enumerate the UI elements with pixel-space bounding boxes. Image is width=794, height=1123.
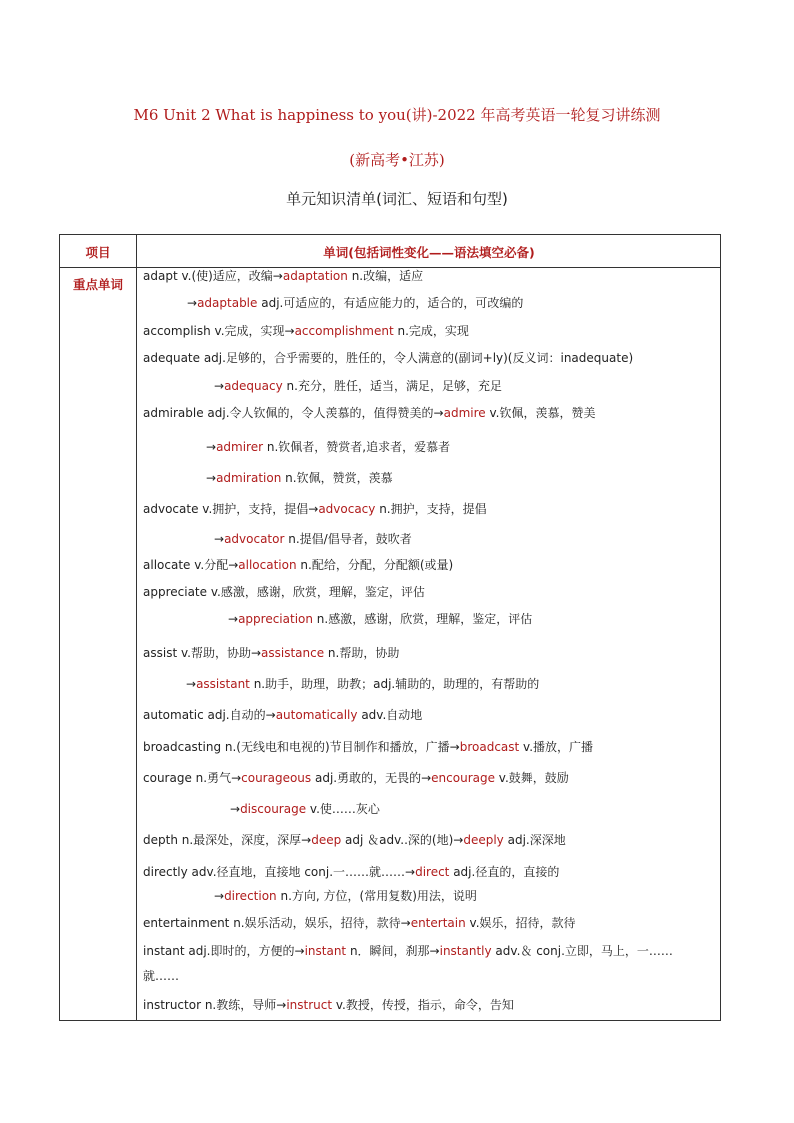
word-entry-line (214, 888, 477, 904)
word-entry-line (143, 864, 559, 880)
derived-word: broadcast (459, 740, 520, 754)
entry-text: → (186, 677, 197, 691)
entry-text: adv.＆ conj.立即，马上，一…… (491, 944, 673, 958)
word-entry-line (186, 676, 539, 692)
entry-text: instant adj.即时的，方便的→ (143, 944, 305, 958)
entry-text: v.钦佩，羡慕，赞美 (485, 406, 596, 420)
entry-text: → (214, 889, 225, 903)
word-entry-line (214, 378, 502, 394)
word-entry-line (143, 943, 673, 959)
word-entry-line (143, 915, 576, 931)
word-entry-line (143, 997, 514, 1013)
word-entry-line (143, 584, 425, 600)
entry-text: → (214, 532, 225, 546)
entry-text: → (206, 440, 217, 454)
entry-text: n.完成，实现 (393, 324, 469, 338)
entry-text: → (187, 296, 198, 310)
word-entry-line (228, 611, 532, 627)
entry-text: adj.径直的，直接的 (449, 865, 560, 879)
word-entry-line (206, 470, 393, 486)
entry-text: n.改编，适应 (347, 269, 424, 283)
word-entry-line (143, 501, 487, 517)
derived-word: advocator (224, 532, 285, 546)
entry-text: adv.自动地 (357, 708, 423, 722)
entry-text: accomplish v.完成，实现→ (143, 324, 295, 338)
entry-text: depth n.最深处，深度，深厚→ (143, 833, 312, 847)
derived-word: instantly (439, 944, 492, 958)
document-title: M6 Unit 2 What is happiness to you(讲)-2022 年高考英语一轮复习讲练测 (133, 106, 661, 124)
derived-word: allocation (238, 558, 297, 572)
entry-text: 就…… (143, 969, 180, 983)
word-entry-line (143, 557, 453, 573)
entry-text: entertainment n.娱乐活动，娱乐，招待，款待→ (143, 916, 411, 930)
word-entry-line (143, 707, 422, 723)
derived-word: adequacy (224, 379, 283, 393)
entry-text: adequate adj.足够的，合乎需要的，胜任的，令人满意的(副词+ly)(反义词：inadequate) (143, 351, 634, 365)
word-entry-line (187, 295, 523, 311)
entry-text: adj.深深地 (503, 833, 566, 847)
entry-text: n.钦佩，赞赏，羡慕 (281, 471, 393, 485)
derived-word: instruct (286, 998, 333, 1012)
word-entry-line (143, 323, 469, 339)
derived-word: adaptation (282, 269, 348, 283)
entry-text: → (230, 802, 241, 816)
entry-text: adapt v.(使)适应，改编→ (143, 269, 283, 283)
derived-word: admire (443, 406, 486, 420)
word-entry-line (143, 770, 569, 786)
entry-text: broadcasting n.(无线电和电视的)节目制作和播放，广播→ (143, 740, 460, 754)
derived-word: instant (304, 944, 347, 958)
entry-text: assist v.帮助，协助→ (143, 646, 262, 660)
entry-text: n.拥护，支持，提倡 (375, 502, 487, 516)
column-header-item: 项目 (85, 245, 111, 260)
entry-text: admirable adj.令人钦佩的，令人羡慕的，值得赞美的→ (143, 406, 444, 420)
word-entry-line (143, 645, 399, 661)
derived-word: admiration (216, 471, 282, 485)
entry-text: n.方向, 方位，(常用复数)用法，说明 (276, 889, 477, 903)
entry-text: directly adv.径直地，直接地 conj.一……就……→ (143, 865, 416, 879)
entry-text: n.感激，感谢，欣赏，理解，鉴定，评估 (312, 612, 533, 626)
derived-word: assistance (261, 646, 325, 660)
derived-word: courageous (241, 771, 312, 785)
entry-text: allocate v.分配→ (143, 558, 239, 572)
word-entry-line (143, 739, 593, 755)
derived-word: appreciation (238, 612, 313, 626)
column-header-words: 单词(包括词性变化——语法填空必备) (323, 245, 535, 260)
entry-text: v.鼓舞，鼓励 (494, 771, 569, 785)
entry-text: adj ＆adv..深的(地)→ (341, 833, 464, 847)
derived-word: entertain (410, 916, 466, 930)
entry-text: n.帮助，协助 (324, 646, 400, 660)
entry-text: advocate v.拥护，支持，提倡→ (143, 502, 319, 516)
entry-text: n.助手，助理，助教；adj.辅助的，助理的，有帮助的 (249, 677, 540, 691)
entry-text: → (206, 471, 217, 485)
entry-text: → (214, 379, 225, 393)
derived-word: adaptable (197, 296, 258, 310)
category-label: 重点单词 (72, 277, 123, 292)
document-title-region: (新高考•江苏) (349, 151, 445, 169)
word-entry-line (143, 968, 179, 984)
word-entry-line (143, 405, 595, 421)
derived-word: deep (311, 833, 342, 847)
word-entry-line (230, 801, 380, 817)
derived-word: automatically (275, 708, 358, 722)
column-divider (136, 235, 137, 1020)
entry-text: n.充分，胜任，适当，满足，足够，充足 (282, 379, 502, 393)
word-entry-line (143, 268, 423, 284)
entry-text: n.配给，分配，分配额(或量) (296, 558, 454, 572)
derived-word: direction (224, 889, 277, 903)
entry-text: v.播放，广播 (519, 740, 594, 754)
derived-word: direct (415, 865, 450, 879)
entry-text: n.提倡/倡导者，鼓吹者 (284, 532, 412, 546)
word-entry-line (143, 832, 566, 848)
word-entry-line (143, 350, 633, 366)
derived-word: deeply (463, 833, 504, 847)
derived-word: advocacy (318, 502, 376, 516)
word-entry-line (214, 531, 412, 547)
derived-word: admirer (216, 440, 264, 454)
entry-text: automatic adj.自动的→ (143, 708, 276, 722)
derived-word: encourage (431, 771, 495, 785)
entry-text: appreciate v.感激，感谢，欣赏，理解，鉴定，评估 (143, 585, 425, 599)
entry-text: v.教授，传授，指示，命令，告知 (332, 998, 514, 1012)
entry-text: v.娱乐，招待，款待 (465, 916, 576, 930)
entry-text: n.钦佩者，赞赏者,追求者，爱慕者 (263, 440, 451, 454)
entry-text: courage n.勇气→ (143, 771, 242, 785)
entry-text: adj.可适应的，有适应能力的，适合的，可改编的 (257, 296, 524, 310)
document-subtitle: 单元知识清单(词汇、短语和句型) (286, 190, 508, 208)
entry-text: instructor n.教练，导师→ (143, 998, 287, 1012)
entry-text: n．瞬间，刹那→ (346, 944, 440, 958)
entry-text: adj.勇敢的，无畏的→ (311, 771, 432, 785)
vocabulary-table (59, 234, 721, 1021)
derived-word: discourage (240, 802, 307, 816)
derived-word: assistant (196, 677, 250, 691)
entry-text: v.使……灰心 (306, 802, 380, 816)
derived-word: accomplishment (294, 324, 394, 338)
word-entry-line (206, 439, 450, 455)
entry-text: → (228, 612, 239, 626)
